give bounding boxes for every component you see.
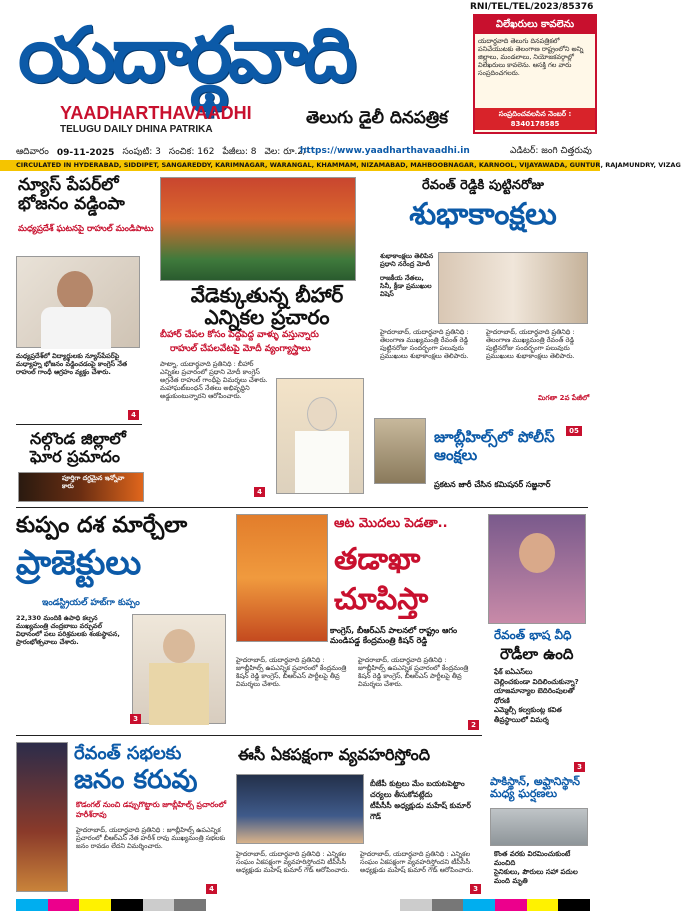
page-ref-badge: 4 [254, 487, 265, 497]
story-kuppam-headline: ప్రాజెక్టులు [16, 543, 142, 583]
story-revanth-body-cont: హైదరాబాద్, యదార్థవాది ప్రతినిధి : తెలంగాణ ముఖ్యమంత్రి రేవంత్ రెడ్డి పుట్టినరోజు సందర్భంగా పలువురు ప్రముఖులు శుభాకాంక్షలు తెలిపారు. [486, 328, 575, 360]
story-pak-bullets [494, 850, 590, 886]
story-kavitha-headline-small: రేవంత్ భాష వీధి [494, 628, 572, 642]
story-sabha-headline-small: రేవంత్ సభలకు [74, 743, 182, 764]
story-newspaper-sub: మధ్యప్రదేశ్ ఘటనపై రాహుల్ మండిపాటు [18, 224, 154, 234]
bullet-item: సైనికులు, పౌరులు సహా పదుల మంది మృతి [494, 868, 578, 885]
commissioner-photo [374, 418, 426, 484]
bullet-item: ఫేక్ ఐఏఎస్‌లు [494, 668, 533, 676]
border-photo [490, 808, 588, 846]
story-jubilee-sub: ప్రకటన జారీ చేసిన కమిషనర్ సజ్జనార్ [434, 480, 551, 489]
rahul-photo [16, 256, 140, 348]
story-sabha-headline: జనం కరువు [74, 765, 198, 795]
masthead-logo: యదార్థవాది [18, 10, 354, 99]
story-bihar-headline: వేడెక్కుతున్న బీహార్ ఎన్నికల ప్రచారం [190, 283, 344, 329]
dateline-volume: సంపుటి: 3 [122, 147, 161, 157]
story-bihar-body: పాట్నా, యదార్థవాది ప్రతినిధి : బీహార్ ఎన్నికల ప్రచారంలో ప్రధాని మోదీ కాంగ్రెస్ అగ్రనేత రాహుల్ గాంధీపై విమర్శలు చేశారు. మహాఘట్‌బంధన్ నేతలు అభివృద్ధిని అడ్డుకుంటున్నారని ఆరోపించారు. [160, 360, 268, 400]
dateline-pages: పేజీలు: 8 [222, 147, 257, 157]
story-newspaper-headline: న్యూస్ పేపర్‌లో భోజనం వడ్డింపా [18, 175, 125, 215]
page-ref-badge: 3 [130, 714, 141, 724]
circulation-strip: CIRCULATED IN HYDERABAD, SIDDIPET, SANGAREDDY, KARIMNAGAR, WARANGAL, KHAMMAM, NIZAMABAD, MAHBOOBNAGAR, KARNOOL, VIJAYAWADA, GUNTUR, RAJAMUNDRY, VIZAG [0, 160, 600, 171]
story-ec-bullets [370, 778, 484, 822]
story-tadakha-sub: కాంగ్రెస్, బీఆర్ఎస్ పాలనలో రాష్ట్రం ఆగం మండిపడ్డ కేంద్రమంత్రి కిషన్ రెడ్డి [330, 626, 458, 645]
page-ref-badge: 2 [468, 720, 479, 730]
harish-rally-photo [16, 742, 68, 892]
dateline-day: ఆదివారం [16, 147, 49, 157]
english-name: YAADHARTHAVAADHI [60, 103, 252, 123]
ad-title: విలేఖరులు కావలెను [475, 16, 595, 34]
story-tadakha-headline: తడాఖా చూపిస్తా [334, 542, 429, 617]
story-tadakha-body: హైదరాబాద్, యదార్థవాది ప్రతినిధి : జూబ్లీహిల్స్ ఉపఎన్నిక ప్రచారంలో కేంద్రమంత్రి కిషన్ రెడ్డి కాంగ్రెస్, బీఆర్ఎస్ పార్టీలపై తీవ్ర విమర్శలు చేశారు. [236, 656, 347, 688]
bullet-item: శుభాకాంక్షలు తెలిపిన ప్రధాని నరేంద్ర మోదీ [380, 252, 434, 268]
story-bihar-sub1: బీహార్ చేపల కోసం పెద్దపెద్ద వాళ్ళు వస్తున్నారు [160, 330, 319, 340]
story-pak-headline: పాకిస్థాన్, అఫ్ఘానిస్థాన్ మధ్య ఘర్షణలు [490, 775, 581, 801]
story-newspaper-caption: మధ్యప్రదేశ్‌లో విద్యార్థులకు న్యూస్‌పేపర్‌పై మధ్యాహ్న భోజనం వడ్డించడంపై కాంగ్రెస్ నేత రాహుల్ గాంధీ ఆగ్రహం వ్యక్తం చేశారు. [16, 352, 128, 376]
page-ref-badge: 4 [128, 410, 139, 420]
story-revanth-bullets [380, 252, 434, 298]
divider [16, 735, 482, 736]
kavitha-photo [488, 514, 586, 624]
bullet-item: రాజకీయ నేతలు, సినీ, క్రీడా ప్రముఖుల విషెస్ [380, 274, 432, 298]
ad-body: యదార్థవాది తెలుగు దినపత్రికలో పనిచేయుటకు తెలంగాణ రాష్ట్రంలోని అన్ని జిల్లాలు, మండలాలు, నియోజకవర్గాల్లో విలేఖరులు కావలెను. ఆసక్తి గల వారు సంప్రదించగలరు. [478, 37, 584, 77]
color-bar-left [16, 899, 206, 911]
story-ec-headline: ఈసీ ఏకపక్షంగా వ్యవహరిస్తోంది [238, 745, 431, 764]
revanth-birthday-photo [438, 252, 588, 324]
story-nalgonda-headline: నల్గొండ జిల్లాలో ఘోర ప్రమాదం [30, 429, 126, 466]
mahesh-goud-photo [236, 774, 364, 844]
bullet-item: యాజమాన్యాల బెదిరింపులతో ధోరణి [494, 687, 575, 705]
story-kuppam-headline-small: కుప్పం దశ మార్చేలా [16, 513, 188, 538]
story-kuppam-body: 22,330 మందికి ఉపాధి కల్పన ముఖ్యమంత్రి చంద్రబాబు వర్చువల్ విధానంలో పలు పరిశ్రమలకు శంకుస్థాపన, ప్రారంభోత్సవాలు చేశారు. [16, 614, 120, 646]
story-kuppam-sub: ఇండస్ట్రియల్ హబ్‌గా కుప్పం [42, 598, 140, 608]
story-kavitha-bullets [494, 668, 590, 725]
page-ref-badge: 05 [566, 426, 582, 436]
story-bihar-sub2: రాహుల్ చేపలవేటపై మోదీ వ్యంగ్యాస్త్రాలు [170, 344, 311, 354]
story-sabha-sub: కొడంగల్ నుంచి డప్పుగొట్టారు జూబ్లీహిల్స్ ప్రచారంలో హరీశ్‌రావు [76, 800, 227, 819]
story-tadakha-body-cont: హైదరాబాద్, యదార్థవాది ప్రతినిధి : జూబ్లీహిల్స్ ఉపఎన్నిక ప్రచారంలో కేంద్రమంత్రి కిషన్ రెడ్డి కాంగ్రెస్, బీఆర్ఎస్ పార్టీలపై తీవ్ర విమర్శలు చేశారు. [358, 656, 469, 688]
divider [16, 424, 142, 425]
story-ec-body: హైదరాబాద్, యదార్థవాది ప్రతినిధి : ఎన్నికల సంఘం ఏకపక్షంగా వ్యవహరిస్తోందని టీపీసీసీ అధ్యక్షుడు మహేష్ కుమార్ గౌడ్ ఆరోపించారు. [236, 850, 350, 874]
bullet-item: ఎమ్మెల్సీ కల్వకుంట్ల కవిత తీవ్రస్థాయిలో విమర్శ [494, 706, 562, 724]
english-tagline: TELUGU DAILY DHINA PATRIKA [60, 124, 213, 135]
story-jubilee-headline: జూబ్లీహిల్స్‌లో పోలీస్ ఆంక్షలు [434, 428, 555, 464]
dateline-date: 09-11-2025 [56, 148, 115, 158]
dateline-price: వెల: రూ.2/- [264, 147, 310, 157]
kishan-reddy-photo [236, 514, 328, 642]
story-sabha-body: హైదరాబాద్, యదార్థవాది ప్రతినిధి : జూబ్లీహిల్స్ ఉపఎన్నిక ప్రచారంలో బీఆర్ఎస్ నేత హరీశ్ రావు ముఖ్యమంత్రి సభలకు జనం రావడం లేదని విమర్శించారు. [76, 826, 226, 850]
divider [16, 507, 588, 508]
website-link[interactable]: https://www.yaadharthavaadhi.in [300, 146, 470, 156]
story-tadakha-headline-small: ఆట మొదలు పెడతా.. [334, 516, 448, 531]
bullet-item: చెల్లించకుండా విదిలించుకున్నా? [494, 677, 579, 686]
dateline-issue: సంచిక: 162 [168, 147, 215, 157]
story-revanth-headline: శుభాకాంక్షలు [409, 197, 557, 232]
telugu-tagline: తెలుగు డైలీ దినపత్రిక [306, 108, 449, 128]
rni-number: RNI/TEL/TEL/2023/85376 [470, 2, 594, 12]
modi-photo [276, 378, 364, 494]
story-kavitha-headline: రౌడీలా ఉంది [500, 645, 574, 663]
story-revanth-more: మిగతా 2వ పేజీలో [538, 394, 590, 402]
bihar-rally-photo [160, 177, 356, 281]
page-ref-badge: 3 [574, 762, 585, 772]
page-ref-badge: 4 [206, 884, 217, 894]
page-ref-badge: 3 [470, 884, 481, 894]
bullet-item: టీపీసీసీ అధ్యక్షుడు మహేష్ కుమార్ గౌడ్ [370, 801, 471, 821]
chandrababu-photo [132, 614, 226, 724]
ad-contact: సంప్రదించవలసిన నెంబర్ : 8340178585 [475, 108, 595, 130]
bullet-item: కొంత వరకు విరమించుకుంటే మంచిది [494, 850, 571, 867]
story-revanth-body: హైదరాబాద్, యదార్థవాది ప్రతినిధి : తెలంగాణ ముఖ్యమంత్రి రేవంత్ రెడ్డి పుట్టినరోజు సందర్భంగా పలువురు ప్రముఖులు శుభాకాంక్షలు తెలిపారు. [380, 328, 469, 360]
color-bar-right [400, 899, 590, 911]
story-revanth-headline-small: రేవంత్ రెడ్డికి పుట్టినరోజు [422, 178, 544, 193]
story-nalgonda-sub: పూర్తిగా దగ్ధమైన ఇన్నోవా కారు [62, 474, 125, 490]
bullet-item: బీజేపీ కుట్రలు మేం బయటపెట్టాం [370, 779, 465, 788]
bullet-item: చర్యలు తీసుకోవట్లేదు [370, 790, 433, 799]
reporters-wanted-ad [473, 14, 597, 134]
dateline-editor: ఎడిటర్: జంగి చిత్తరువు [510, 146, 592, 156]
story-ec-body-cont: హైదరాబాద్, యదార్థవాది ప్రతినిధి : ఎన్నికల సంఘం ఏకపక్షంగా వ్యవహరిస్తోందని టీపీసీసీ అధ్యక్షుడు మహేష్ కుమార్ గౌడ్ ఆరోపించారు. [360, 850, 474, 874]
